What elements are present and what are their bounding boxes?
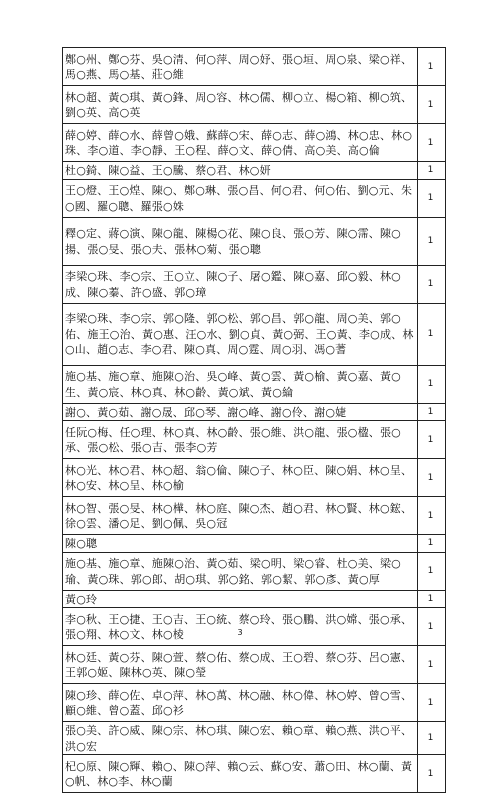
names-cell: 釋○定、蔣○演、陳○龍、陳楊○花、陳○良、張○芳、陳○霈、陳○揚、張○旻、張○夫、張林○菊、張○聰 bbox=[63, 217, 418, 265]
page-number: 3 bbox=[237, 628, 243, 637]
names-cell: 李梁○珠、李○宗、郭○隆、郭○松、郭○昌、郭○龍、周○美、郭○佑、施王○治、黃○惠、汪○水、劉○貞、黃○弼、王○黃、李○成、林○山、趙○志、李○君、陳○真、周○霆、周○羽、馮○蓍 bbox=[63, 303, 418, 365]
names-cell: 林○智、張○旻、林○樺、林○庭、陳○杰、趙○君、林○賢、林○鋐、徐○雲、潘○足、劉○佩、吳○冠 bbox=[63, 497, 418, 535]
count-cell: 1 bbox=[418, 365, 446, 403]
table-row bbox=[63, 403, 446, 421]
names-cell: 李梁○珠、李○宗、王○立、陳○子、屠○鑑、陳○嘉、邱○毅、林○成、陳○蓁、許○盛、郭○璋 bbox=[63, 265, 418, 303]
table-row bbox=[63, 497, 446, 535]
count-cell: 1 bbox=[418, 179, 446, 217]
count-cell: 1 bbox=[418, 124, 446, 162]
names-cell: 林○超、黃○琪、黃○鋒、周○容、林○儒、柳○立、楊○箱、柳○筑、劉○英、高○英 bbox=[63, 86, 418, 124]
names-cell: 林○光、林○君、林○超、翁○倫、陳○子、林○臣、陳○娟、林○呈、林○安、林○呈、林○榆 bbox=[63, 459, 418, 497]
table-row bbox=[63, 365, 446, 403]
table-row bbox=[63, 552, 446, 590]
names-cell: 任阮○梅、任○理、林○真、林○齡、張○維、洪○龍、張○楹、張○承、張○松、張○吉、張李○芳 bbox=[63, 421, 418, 459]
table-row bbox=[63, 124, 446, 162]
names-cell: 林○廷、黃○芬、陳○萱、蔡○佑、蔡○成、王○碧、蔡○芬、呂○憲、王郭○姬、陳林○英、陳○瑩 bbox=[63, 646, 418, 684]
names-cell: 謝○、黃○茹、謝○晟、邱○琴、謝○峰、謝○伶、謝○婕 bbox=[63, 403, 418, 421]
table-row bbox=[63, 608, 446, 646]
names-table-body bbox=[63, 48, 446, 793]
count-cell: 1 bbox=[418, 403, 446, 421]
count-cell: 1 bbox=[418, 535, 446, 553]
count-cell: 1 bbox=[418, 162, 446, 180]
names-cell: 黃○玲 bbox=[63, 590, 418, 608]
count-cell: 1 bbox=[418, 552, 446, 590]
table-row bbox=[63, 162, 446, 180]
table-row bbox=[63, 590, 446, 608]
table-row bbox=[63, 217, 446, 265]
names-cell: 鄭○州、鄭○芬、吳○清、何○萍、周○妤、張○垣、周○泉、梁○祥、馬○燕、馬○基、莊○維 bbox=[63, 48, 418, 86]
count-cell: 1 bbox=[418, 459, 446, 497]
table-row bbox=[63, 722, 446, 755]
names-cell: 王○燈、王○煌、陳○、鄭○琳、張○昌、何○君、何○佑、劉○元、朱○國、羅○聰、羅張○姝 bbox=[63, 179, 418, 217]
table-row bbox=[63, 303, 446, 365]
names-cell: 杜○錡、陳○益、王○騰、蔡○君、林○妍 bbox=[63, 162, 418, 180]
count-cell: 1 bbox=[418, 646, 446, 684]
names-table bbox=[62, 47, 446, 793]
count-cell: 1 bbox=[418, 590, 446, 608]
count-cell: 1 bbox=[418, 722, 446, 755]
names-cell: 李○秋、王○捷、王○吉、王○統、蔡○玲、張○鵬、洪○嫦、張○承、張○翔、林○文、林○棱 bbox=[63, 608, 418, 646]
table-row bbox=[63, 265, 446, 303]
count-cell: 1 bbox=[418, 755, 446, 793]
names-cell: 張○美、許○威、陳○宗、林○琪、陳○宏、賴○章、賴○燕、洪○平、洪○宏 bbox=[63, 722, 418, 755]
table-row bbox=[63, 755, 446, 793]
count-cell: 1 bbox=[418, 217, 446, 265]
count-cell: 1 bbox=[418, 303, 446, 365]
count-cell: 1 bbox=[418, 421, 446, 459]
table-row bbox=[63, 646, 446, 684]
count-cell: 1 bbox=[418, 684, 446, 722]
table-row bbox=[63, 535, 446, 553]
names-cell: 施○基、施○章、施陳○治、吳○峰、黃○雲、黃○榆、黃○嘉、黃○生、黃○宸、林○真、林○齡、黃○斌、黃○綸 bbox=[63, 365, 418, 403]
table-row bbox=[63, 86, 446, 124]
table-row bbox=[63, 421, 446, 459]
names-cell: 陳○珍、薛○佐、卓○萍、林○萬、林○融、林○偉、林○婷、曾○雪、顧○維、曾○蓋、邱○衫 bbox=[63, 684, 418, 722]
count-cell: 1 bbox=[418, 497, 446, 535]
table-row bbox=[63, 459, 446, 497]
count-cell: 1 bbox=[418, 86, 446, 124]
table-row bbox=[63, 684, 446, 722]
table-row bbox=[63, 179, 446, 217]
count-cell: 1 bbox=[418, 608, 446, 646]
count-cell: 1 bbox=[418, 265, 446, 303]
count-cell: 1 bbox=[418, 48, 446, 86]
names-cell: 杞○原、陳○輝、賴○、陳○萍、賴○云、蘇○安、蕭○田、林○蘭、黃○帆、林○李、林○蘭 bbox=[63, 755, 418, 793]
table-row bbox=[63, 48, 446, 86]
names-cell: 施○基、施○章、施陳○治、黃○茹、梁○明、梁○睿、杜○美、梁○瑜、黃○珠、郭○郎、胡○琪、郭○銘、郭○絜、郭○彥、黃○厚 bbox=[63, 552, 418, 590]
names-cell: 陳○聰 bbox=[63, 535, 418, 553]
names-cell: 薛○婷、薛○水、薛曾○娥、蘇薛○宋、薛○志、薛○鴻、林○忠、林○珠、李○道、李○靜、王○程、薛○文、薛○倩、高○美、高○倫 bbox=[63, 124, 418, 162]
